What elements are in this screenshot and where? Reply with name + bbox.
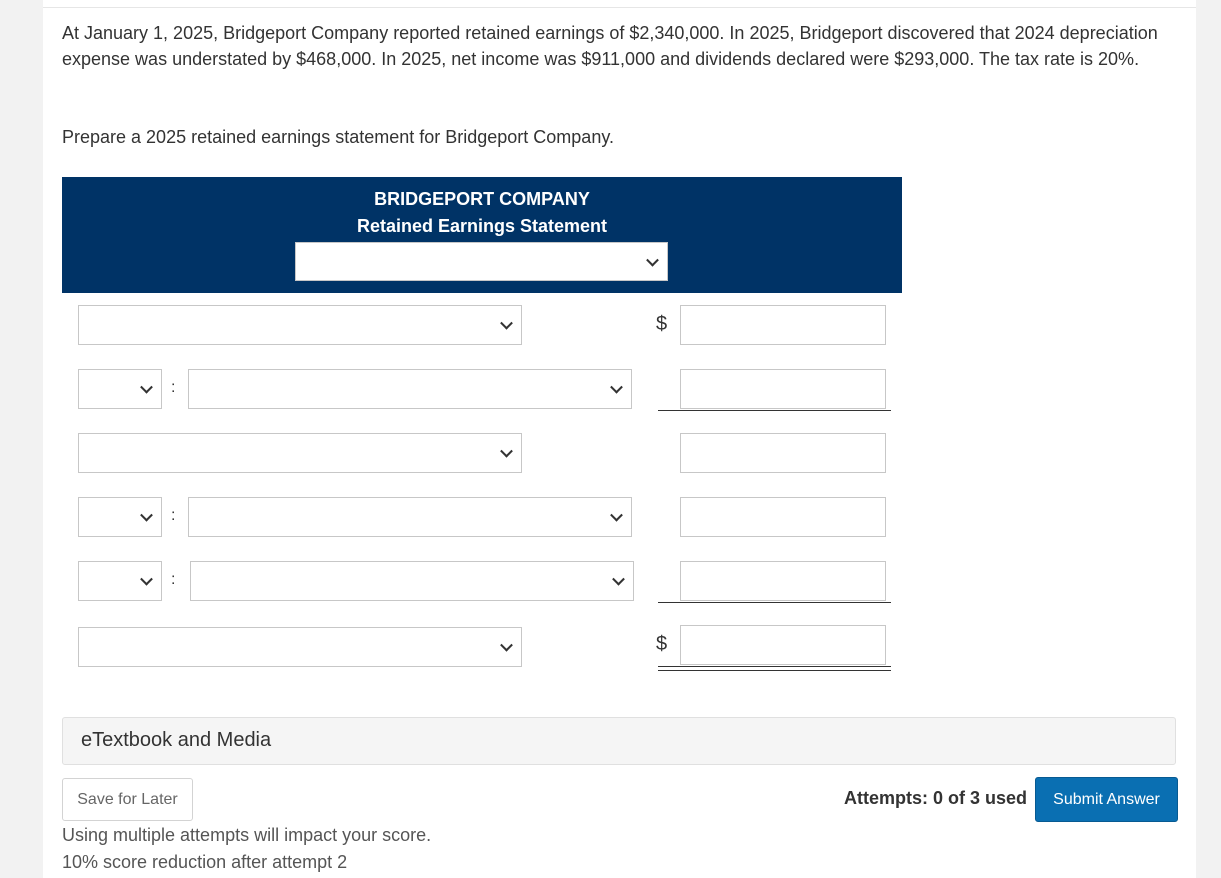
save-for-later-button[interactable]: Save for Later bbox=[62, 778, 193, 821]
row1-label-select[interactable] bbox=[78, 305, 522, 345]
row1-dollar-sign: $ bbox=[656, 313, 668, 335]
row6-double-underline-bottom bbox=[658, 670, 891, 671]
row2-amount-input[interactable] bbox=[680, 369, 886, 409]
date-select[interactable] bbox=[295, 242, 668, 281]
row5-adjust-select[interactable] bbox=[78, 561, 162, 601]
row5-underline bbox=[658, 602, 891, 603]
etextbook-media-panel[interactable] bbox=[62, 717, 1176, 765]
etextbook-label: eTextbook and Media bbox=[81, 729, 272, 751]
statement-title: Retained Earnings Statement bbox=[356, 216, 608, 236]
row3-label-select[interactable] bbox=[78, 433, 522, 473]
score-reduction-note: 10% score reduction after attempt 2 bbox=[62, 852, 348, 872]
row6-dollar-sign: $ bbox=[656, 633, 668, 655]
row4-adjust-select[interactable] bbox=[78, 497, 162, 537]
problem-text: At January 1, 2025, Bridgeport Company reported retained earnings of $2,340,000. In 2025, Bridgeport discovered that 2024 depreciation expense was understated by $468,000. In 2025, net income was $911,000 and dividends declared were $293,000. The tax rate is 20%. bbox=[62, 23, 1158, 69]
top-divider bbox=[43, 7, 1196, 8]
row3-amount-input[interactable] bbox=[680, 433, 886, 473]
row1-amount-input[interactable] bbox=[680, 305, 886, 345]
row6-amount-input[interactable] bbox=[680, 625, 886, 665]
chevron-down-icon bbox=[612, 573, 625, 586]
row4-amount-input[interactable] bbox=[680, 497, 886, 537]
row5-label-select[interactable] bbox=[190, 561, 634, 601]
chevron-down-icon bbox=[500, 445, 513, 458]
instruction-text: Prepare a 2025 retained earnings statement for Bridgeport Company. bbox=[62, 127, 614, 147]
company-name: BRIDGEPORT COMPANY bbox=[374, 189, 590, 209]
chevron-down-icon bbox=[140, 509, 153, 522]
attempts-note: Using multiple attempts will impact your score. bbox=[62, 825, 432, 845]
row5-colon: : bbox=[171, 571, 176, 588]
chevron-down-icon bbox=[500, 639, 513, 652]
row5-amount-input[interactable] bbox=[680, 561, 886, 601]
chevron-down-icon bbox=[610, 509, 623, 522]
row2-adjust-select[interactable] bbox=[78, 369, 162, 409]
question-card bbox=[43, 0, 1196, 878]
submit-answer-button[interactable]: Submit Answer bbox=[1035, 777, 1178, 822]
chevron-down-icon bbox=[500, 317, 513, 330]
row6-label-select[interactable] bbox=[78, 627, 522, 667]
row4-colon: : bbox=[171, 507, 176, 524]
chevron-down-icon bbox=[646, 253, 659, 266]
chevron-down-icon bbox=[140, 381, 153, 394]
row2-colon: : bbox=[171, 379, 176, 396]
row2-label-select[interactable] bbox=[188, 369, 632, 409]
row2-underline bbox=[658, 410, 891, 411]
statement-header bbox=[62, 177, 902, 293]
chevron-down-icon bbox=[610, 381, 623, 394]
row6-double-underline-top bbox=[658, 666, 891, 667]
chevron-down-icon bbox=[140, 573, 153, 586]
row4-label-select[interactable] bbox=[188, 497, 632, 537]
attempts-counter: Attempts: 0 of 3 used bbox=[844, 788, 1028, 808]
